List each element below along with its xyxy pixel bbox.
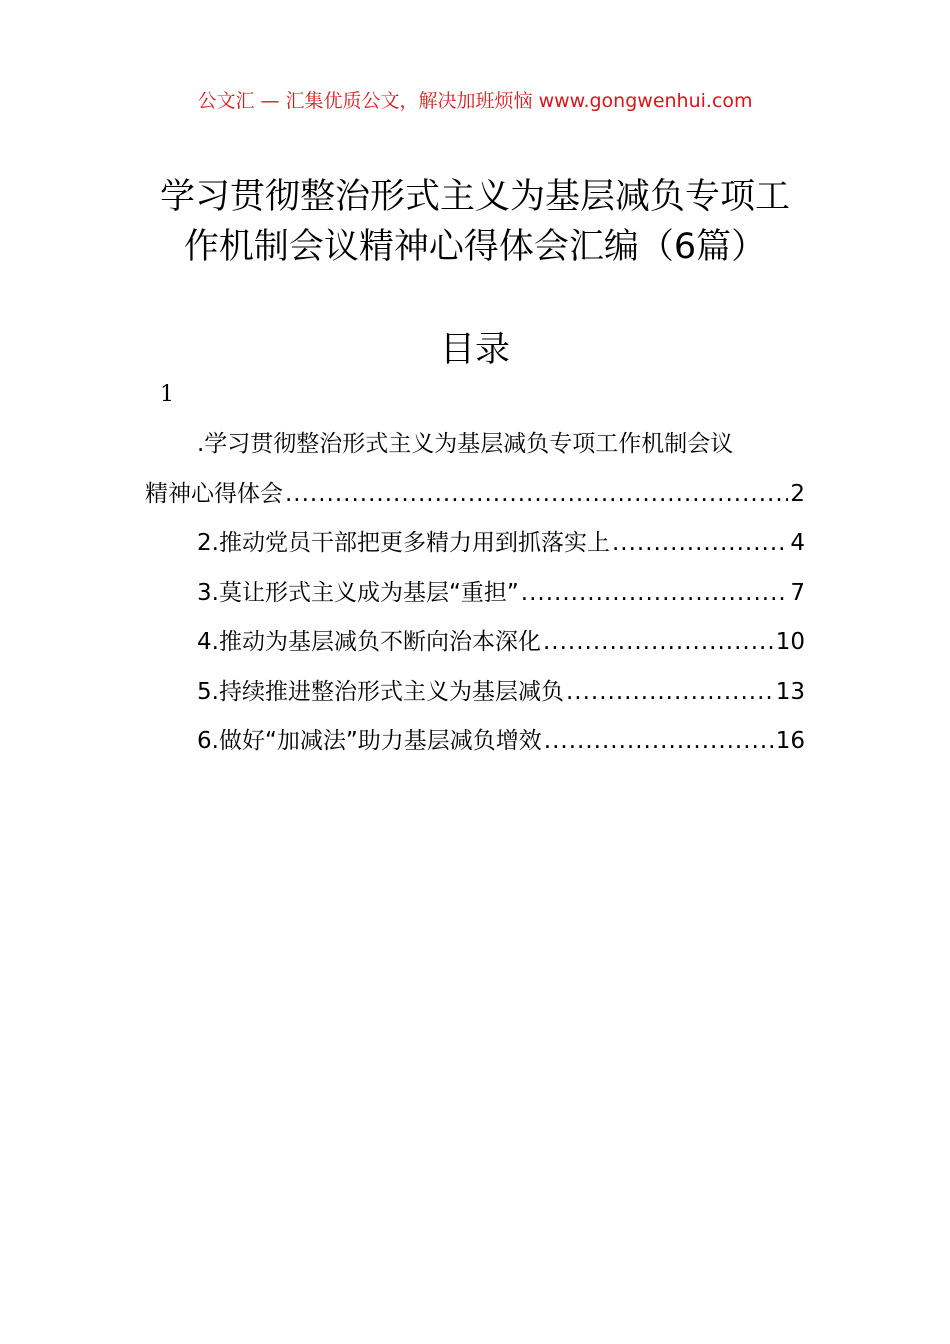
- toc-leader-dots: [285, 470, 788, 520]
- toc-entry-page: 4: [790, 530, 805, 556]
- toc-entry-label: 3.莫让形式主义成为基层“重担”: [197, 579, 519, 606]
- toc-leader-dots: [521, 569, 789, 619]
- toc-leader-dots: [544, 717, 774, 767]
- document-title: [140, 172, 810, 272]
- toc-entry-label: 4.推动为基层减负不断向治本深化: [197, 629, 541, 655]
- toc-entry-1-line-1[interactable]: .学习贯彻整治形式主义为基层减负专项工作机制会议: [197, 431, 734, 457]
- toc-leader-dots: [566, 668, 774, 718]
- toc-entry-4[interactable]: [145, 618, 805, 668]
- toc-heading: 目录: [439, 330, 510, 370]
- toc-entry-page: 16: [775, 728, 805, 754]
- toc-entry-page: 10: [775, 629, 805, 655]
- toc-leader-dots: [543, 618, 774, 668]
- toc-entry-page: 2: [790, 480, 805, 507]
- toc-entry-page: 7: [790, 579, 805, 606]
- toc-stray-number: 1: [160, 382, 174, 407]
- toc-entry-label: 2.推动党员干部把更多精力用到抓落实上: [197, 530, 610, 556]
- toc-entry-label: 精神心得体会: [145, 480, 283, 507]
- toc-entry-1-line-2[interactable]: [145, 470, 805, 520]
- toc-entry-6[interactable]: [145, 717, 805, 767]
- header-watermark-link[interactable]: 公文汇 — 汇集优质公文，解决加班烦恼 www.gongwenhui.com: [197, 90, 753, 112]
- document-title-line-1: 学习贯彻整治形式主义为基层减负专项工: [159, 177, 790, 217]
- toc-entry-2[interactable]: [145, 519, 805, 569]
- toc-entry-3[interactable]: [145, 569, 805, 619]
- table-of-contents: [145, 420, 805, 767]
- toc-entry-label: 6.做好“加减法”助力基层减负增效: [197, 728, 542, 754]
- toc-leader-dots: [612, 519, 788, 569]
- toc-entry-label: 5.持续推进整治形式主义为基层减负: [197, 678, 564, 705]
- toc-entry-5[interactable]: [145, 668, 805, 718]
- toc-entry-page: 13: [775, 678, 805, 705]
- document-title-line-2: 作机制会议精神心得体会汇编（6篇）: [183, 227, 767, 267]
